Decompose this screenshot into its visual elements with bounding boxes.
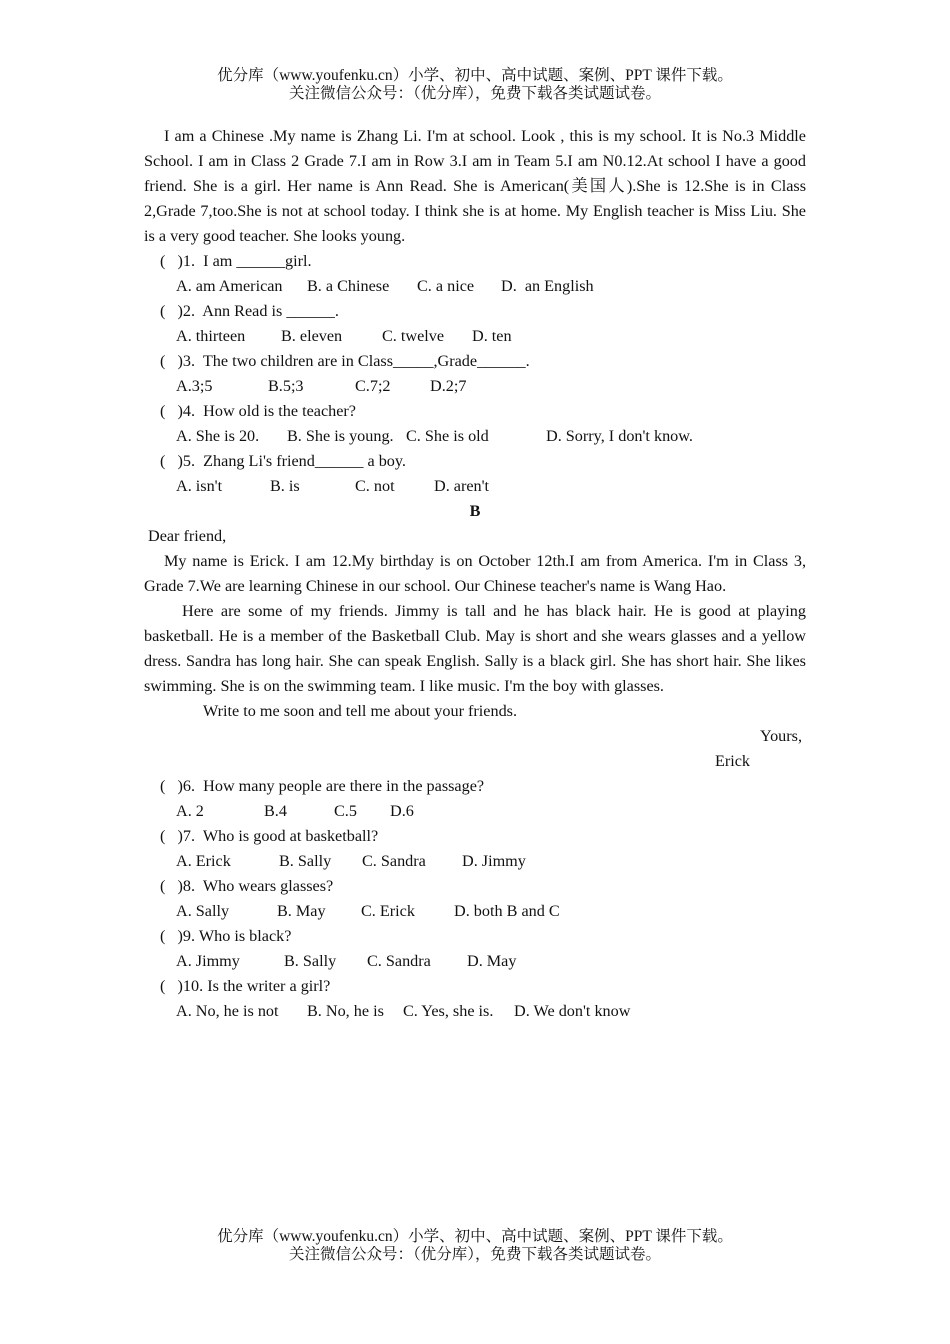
header-line-1: 优分库（www.youfenku.cn）小学、初中、高中试题、案例、PPT 课件下载。 [217,67,733,84]
question-stem: ( )9. Who is black? [160,927,292,945]
option-a: A.3;5 [176,377,213,395]
option-c: C. Sandra [367,952,431,970]
letter-signature: Erick [714,752,750,770]
option-a: A. 2 [176,802,204,820]
option-c: C. a nice [417,277,475,295]
option-b: B. is [270,477,300,495]
footer-line-2: 关注微信公众号：（优分库），免费下载各类试题试卷。 [288,1246,661,1263]
option-c: C. twelve [382,327,445,345]
question-options [144,999,806,1024]
question [144,249,806,299]
question [144,924,806,974]
option-c: C.5 [334,802,357,820]
question-stem: ( )2. Ann Read is ______. [160,302,339,320]
option-d: D. Jimmy [462,852,526,870]
letter-closing-line: Write to me soon and tell me about your friends. [203,702,518,720]
option-d: D. We don't know [514,1002,631,1020]
option-b: B.4 [264,802,287,820]
option-a: A. thirteen [176,327,246,345]
option-b: B. She is young. [287,427,394,445]
question [144,299,806,349]
passage-a: I am a Chinese .My name is Zhang Li. I'm at school. Look , this is my school. It is No.3 Middle School. I am in Class 2 Grade 7.I am in Row 3.I am in Team 5.I am N0.12.At school I have a good friend. She is a girl. Her name is Ann Read. She is American(美国人).She is 12.She is in Class 2,Grade 7,too.She is not at school today. I think she is at home. My English teacher is Miss Liu. She is a very good teacher. She looks young. [144,127,806,245]
page-header [0,67,950,103]
letter-paragraph-2: Here are some of my friends. Jimmy is tall and he has black hair. He is good at playing basketball. He is a member of the Basketball Club. May is short and she wears glasses and a yellow dress. Sandra has long hair. She can speak English. Sally is a black girl. She has short hair. She likes swimming. She is on the swimming team. I like music. I'm the boy with glasses. [144,602,806,695]
option-c: C. Yes, she is. [403,1002,494,1020]
option-d: D. May [467,952,517,970]
questions-a [144,249,806,499]
option-d: D. both B and C [454,902,560,920]
question [144,399,806,449]
question-stem: ( )5. Zhang Li's friend______ a boy. [160,452,406,470]
question-stem: ( )1. I am ______girl. [160,252,312,270]
option-b: B. May [277,902,326,920]
option-d: D. ten [472,327,512,345]
option-a: A. Jimmy [176,952,240,970]
option-a: A. Sally [176,902,230,920]
option-b: B. a Chinese [307,277,390,295]
question-stem: ( )10. Is the writer a girl? [160,977,331,995]
option-d: D. Sorry, I don't know. [546,427,693,445]
question-options [144,799,806,824]
question-options [144,274,806,299]
header-line-2: 关注微信公众号：（优分库），免费下载各类试题试卷。 [288,85,661,102]
option-d: D. an English [501,277,594,295]
question [144,774,806,824]
option-a: A. She is 20. [176,427,260,445]
option-d: D. aren't [434,477,490,495]
questions-b [144,774,806,1024]
option-d: D.2;7 [430,377,467,395]
question-stem: ( )7. Who is good at basketball? [160,827,379,845]
question-stem: ( )4. How old is the teacher? [160,402,356,420]
question-options [144,949,806,974]
option-a: A. am American [176,277,283,295]
option-a: A. No, he is not [176,1002,279,1020]
question-options [144,849,806,874]
option-a: A. Erick [176,852,231,870]
letter-salutation: Dear friend, [148,527,227,545]
question [144,824,806,874]
letter-yours: Yours, [760,727,802,745]
question [144,449,806,499]
document-body [144,124,806,1024]
question [144,874,806,924]
question-options [144,324,806,349]
option-b: B.5;3 [268,377,304,395]
footer-line-1: 优分库（www.youfenku.cn）小学、初中、高中试题、案例、PPT 课件下载。 [217,1228,733,1245]
option-c: C. not [355,477,395,495]
option-c: C. She is old [406,427,489,445]
question-options [144,374,806,399]
option-d: D.6 [390,802,414,820]
option-a: A. isn't [176,477,223,495]
option-b: B. Sally [279,852,332,870]
option-c: C. Sandra [362,852,426,870]
section-b-title: B [469,502,481,520]
option-b: B. Sally [284,952,337,970]
question-options [144,424,806,449]
question-options [144,899,806,924]
letter-paragraph-1: My name is Erick. I am 12.My birthday is on October 12th.I am from America. I'm in Class 3, Grade 7.We are learning Chinese in our school. Our Chinese teacher's name is Wang Hao. [144,552,806,595]
option-b: B. eleven [281,327,343,345]
page-footer [0,1228,950,1264]
question [144,349,806,399]
option-c: C. Erick [361,902,415,920]
question [144,974,806,1024]
question-stem: ( )3. The two children are in Class_____,Grade______. [160,352,530,370]
question-stem: ( )6. How many people are there in the passage? [160,777,485,795]
option-b: B. No, he is [307,1002,384,1020]
question-stem: ( )8. Who wears glasses? [160,877,334,895]
option-c: C.7;2 [355,377,391,395]
question-options [144,474,806,499]
